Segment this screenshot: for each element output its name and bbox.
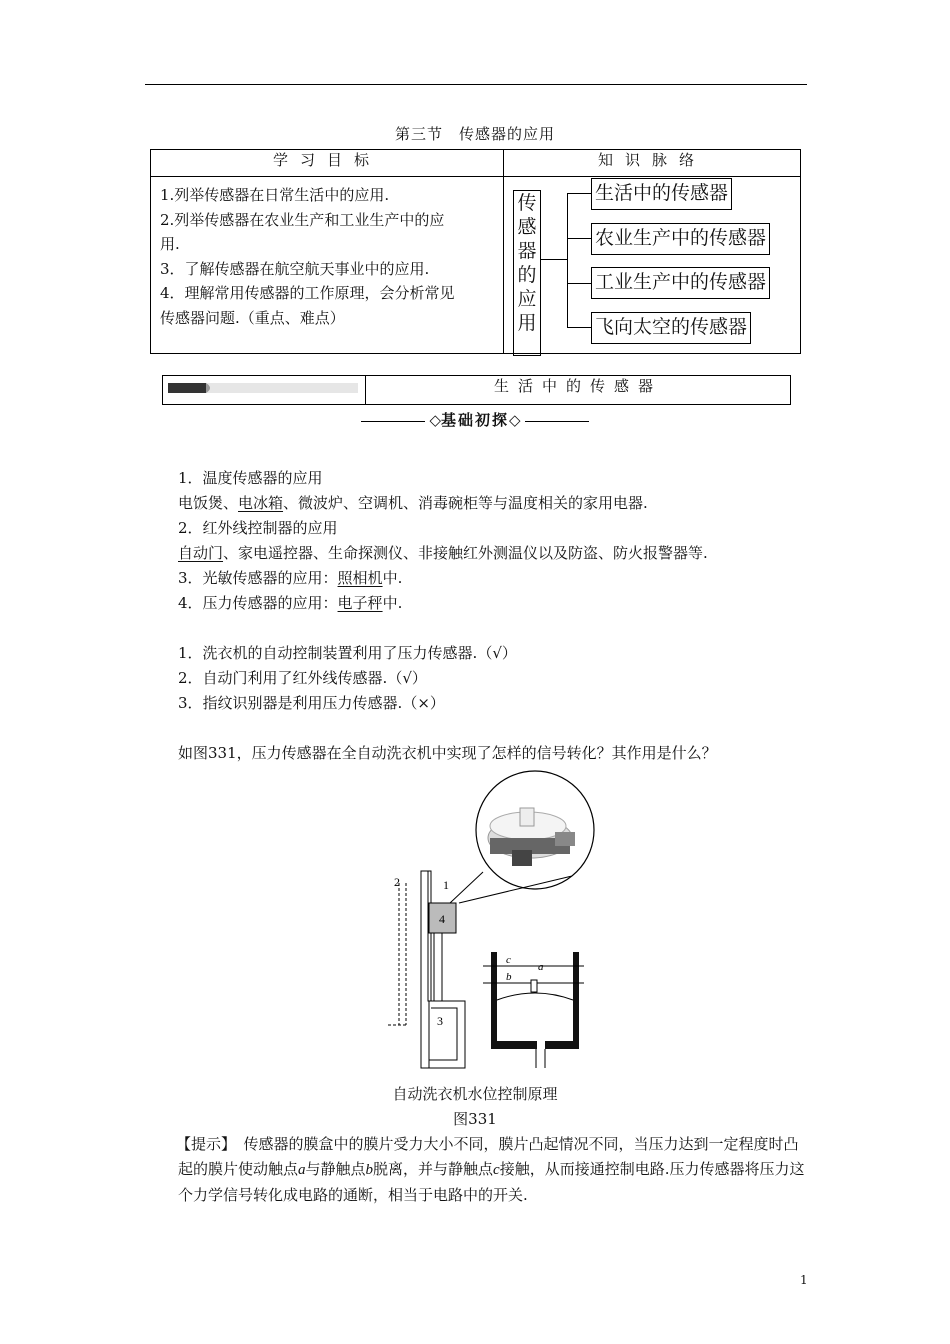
connector-line [541, 259, 567, 260]
content-line [178, 492, 648, 513]
knowledge-map-cell [504, 177, 801, 354]
underlined-answer: 电冰箱 [238, 494, 284, 512]
page-title: 第三节 传感器的应用 [394, 125, 555, 143]
map-branch-agriculture: 农业生产中的传感器 [591, 223, 770, 255]
content-line: 1．温度传感器的应用 [178, 469, 323, 487]
heading-rule-left [361, 421, 425, 422]
knowledge-map [504, 177, 800, 350]
text-run: 、微波炉、空调机、消毒碗柜等与温度相关的家用电器. [283, 494, 648, 512]
map-root-char: 器 [517, 240, 537, 262]
section-tag-banner [168, 383, 358, 393]
header-rule [145, 84, 807, 85]
goal-line: 3．了解传感器在航空航天事业中的应用. [160, 259, 430, 278]
hint-paragraph [178, 1132, 810, 1208]
variable: a [298, 1162, 306, 1178]
connector-line [567, 193, 591, 194]
goal-line: 用. [160, 235, 180, 253]
judge-item: 2．自动门利用了红外线传感器.（√） [178, 669, 427, 687]
underlined-answer: 自动门 [178, 544, 224, 562]
figure-label: c [506, 954, 511, 966]
section-title: 生活中的传感器 [493, 377, 662, 395]
text-run: 3．光敏传感器的应用： [178, 569, 338, 587]
figure-number: 图331 [453, 1110, 497, 1128]
learning-goals-header: 学习目标 [151, 150, 504, 177]
text-run: 中. [382, 594, 403, 612]
text-run: 与静触点 [305, 1160, 366, 1178]
text-run: 4．压力传感器的应用： [178, 594, 338, 612]
figure-label: b [506, 971, 512, 983]
learning-goals-list [151, 177, 504, 354]
objectives-table [150, 149, 801, 354]
underlined-answer: 照相机 [337, 569, 383, 587]
variable: c [493, 1162, 500, 1178]
figure-label: 4 [439, 912, 445, 926]
variable: b [365, 1162, 374, 1178]
map-root-char: 用 [517, 312, 537, 334]
text-run: 中. [382, 569, 403, 587]
diamond-icon: ◇ [509, 411, 521, 429]
connector-line [567, 283, 591, 284]
figure-label: 2 [394, 875, 400, 889]
text-run: 脱离，并与静触点 [373, 1160, 494, 1178]
content-line [178, 542, 708, 563]
judge-item: 3．指纹识别器是利用压力传感器.（×） [178, 694, 445, 712]
map-branch-life: 生活中的传感器 [591, 178, 732, 210]
hint-label: 【提示】 [176, 1135, 229, 1153]
map-branch-space: 飞向太空的传感器 [591, 312, 751, 344]
figure-caption: 自动洗衣机水位控制原理 [392, 1085, 558, 1103]
text-run: 、家电遥控器、生命探测仪、非接触红外测温仪以及防盗、防火报警器等. [223, 544, 708, 562]
content-line [178, 567, 402, 588]
basic-heading-text: 基础初探 [440, 411, 509, 429]
question: 如图331，压力传感器在全自动洗衣机中实现了怎样的信号转化？其作用是什么？ [178, 744, 717, 762]
content-line [178, 592, 402, 613]
goal-line: 2.列举传感器在农业生产和工业生产中的应 [160, 210, 445, 229]
map-root-char: 传 [517, 192, 537, 214]
goal-line: 1.列举传感器在日常生活中的应用. [160, 186, 390, 204]
figure-label: 1 [443, 878, 449, 892]
text-run: 传感器的膜盒中的膜片受力大小不同，膜片凸起情况不同，当压力达到一定程度时凸起的膜片使动触点 [178, 1135, 799, 1178]
heading-rule-right [525, 421, 589, 422]
text-run: 电饭煲、 [178, 494, 239, 512]
underlined-answer: 电子秤 [337, 594, 383, 612]
map-root-char: 的 [517, 264, 537, 286]
section-header [162, 375, 791, 405]
map-root-char: 应 [517, 288, 537, 310]
goal-line: 传感器问题.（重点、难点） [160, 308, 345, 327]
connector-line [567, 193, 568, 327]
basic-heading [0, 409, 950, 430]
knowledge-map-header: 知识脉络 [504, 150, 801, 177]
map-branch-industry: 工业生产中的传感器 [591, 267, 770, 299]
figure-label: 3 [437, 1014, 443, 1028]
connector-line [567, 238, 591, 239]
washing-machine-figure [370, 768, 602, 1078]
content-line: 2．红外线控制器的应用 [178, 519, 338, 537]
map-root-char: 感 [517, 216, 537, 238]
map-root-box [513, 190, 541, 356]
judge-item: 1．洗衣机的自动控制装置利用了压力传感器.（√） [178, 644, 517, 662]
figure-label: a [538, 961, 544, 973]
text-run: 接触，从而接通控制电路.压力传感器将压力这个力学信号转化成电路的通断，相当于电路中的开关. [178, 1160, 805, 1204]
diamond-icon: ◇ [429, 411, 441, 429]
goal-line: 4．理解常用传感器的工作原理，会分析常见 [160, 284, 455, 302]
page-number: 1 [800, 1273, 808, 1287]
connector-line [567, 327, 591, 328]
